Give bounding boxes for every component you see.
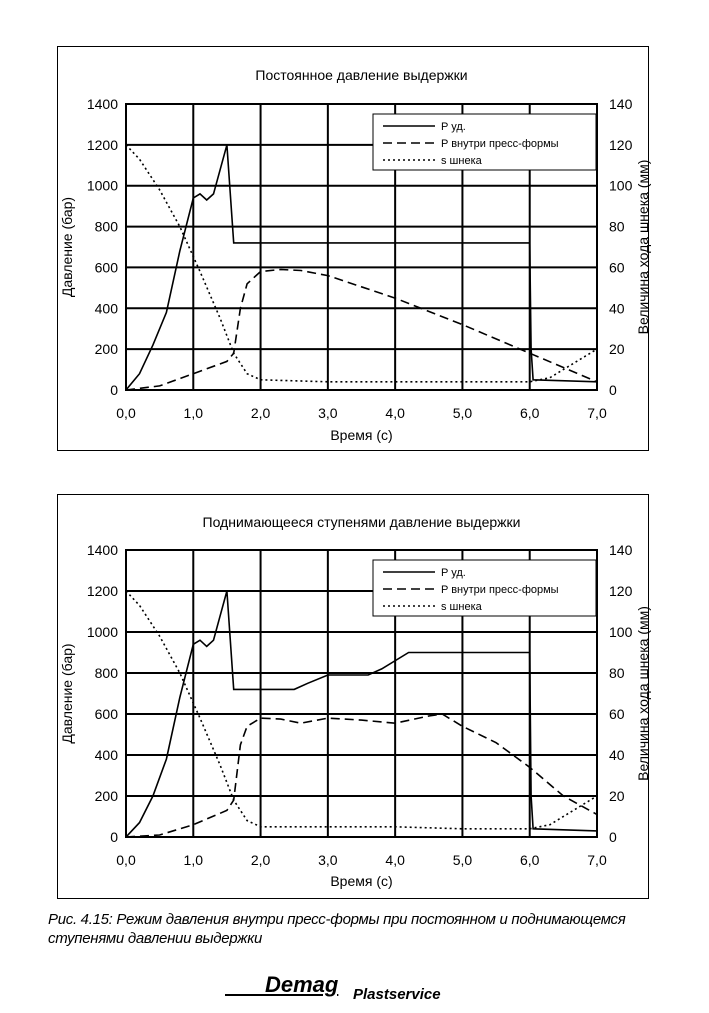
chart2-y-tick-label: 0 — [110, 829, 118, 845]
chart1-y-tick-label: 800 — [94, 218, 118, 235]
chart2-y-tick-label: 400 — [94, 747, 118, 763]
chart2-y2-tick-label: 100 — [609, 624, 633, 640]
chart1-series-line-3 — [126, 145, 597, 382]
chart1-x-tick-label: 5,0 — [452, 405, 473, 421]
chart2-x-tick-label: 7,0 — [587, 852, 607, 868]
chart1-legend-label-3: s шнека — [441, 155, 482, 167]
chart2-y2-tick-label: 80 — [609, 665, 625, 681]
chart2-y-axis-label: Давление (бар) — [59, 643, 75, 744]
chart2-y2-tick-label: 140 — [609, 542, 633, 558]
chart2-y-tick-label: 800 — [94, 665, 118, 681]
chart1-y-tick-label: 600 — [94, 259, 118, 276]
chart1-x-tick-label: 2,0 — [250, 405, 271, 421]
chart2-x-tick-label: 5,0 — [452, 852, 473, 868]
chart2-y-tick-label: 200 — [94, 788, 118, 804]
chart2-y2-tick-label: 0 — [609, 829, 617, 845]
chart1-legend-label-2: P внутри пресс-формы — [441, 138, 559, 150]
chart1-y2-tick-label: 20 — [609, 341, 625, 358]
chart2-y-tick-label: 600 — [94, 706, 118, 722]
chart1-series-line-2 — [126, 270, 597, 391]
chart2-x-tick-label: 3,0 — [318, 852, 338, 868]
chart2-legend-label-2: P внутри пресс-формы — [441, 584, 559, 596]
chart2-legend-label-1: P уд. — [441, 567, 466, 579]
chart1-y2-tick-label: 120 — [609, 136, 633, 153]
chart1-y-axis-label: Давление (бар) — [59, 196, 75, 298]
chart2-x-tick-label: 4,0 — [385, 852, 405, 868]
chart1-y2-tick-label: 140 — [609, 96, 633, 112]
chart1-y2-tick-label: 40 — [609, 300, 625, 317]
chart2-x-tick-label: 0,0 — [116, 852, 136, 868]
chart2-title: Поднимающееся ступенями давление выдержки — [202, 514, 521, 530]
chart2-y2-tick-label: 20 — [609, 788, 625, 804]
chart2-x-axis-label: Время (с) — [330, 873, 393, 889]
chart1-y2-axis-label: Величина хода шнека (мм) — [635, 159, 651, 335]
chart1-y2-tick-label: 60 — [609, 259, 625, 276]
figure-caption: Рис. 4.15: Режим давления внутри пресс-формы при постоянном и поднимающемся ступенями давлении выдержки — [48, 911, 626, 947]
chart1-y-tick-label: 1400 — [86, 96, 118, 112]
chart1-title: Постоянное давление выдержки — [255, 67, 468, 83]
chart2-x-tick-label: 6,0 — [519, 852, 540, 868]
chart2-y2-tick-label: 120 — [609, 583, 633, 599]
chart1-x-tick-label: 4,0 — [385, 405, 405, 421]
logo-sub: Plastservice — [353, 986, 441, 1003]
chart2-y-tick-label: 1000 — [86, 624, 118, 640]
chart1-y2-tick-label: 80 — [609, 218, 625, 235]
chart2-y2-tick-label: 60 — [609, 706, 625, 722]
chart1-y-tick-label: 200 — [94, 341, 118, 358]
chart1-y-tick-label: 400 — [94, 300, 118, 317]
chart1-y2-tick-label: 100 — [609, 177, 633, 194]
chart1-x-tick-label: 1,0 — [183, 405, 204, 421]
chart1-y-tick-label: 1000 — [86, 177, 118, 194]
chart1-x-axis-label: Время (с) — [330, 427, 393, 443]
chart1-x-tick-label: 6,0 — [519, 405, 540, 421]
chart2-y2-tick-label: 40 — [609, 747, 625, 763]
chart2-series-line-3 — [126, 591, 597, 829]
chart1-legend-label-1: P уд. — [441, 121, 466, 133]
chart2-y-tick-label: 1400 — [86, 542, 118, 558]
chart1-x-tick-label: 7,0 — [587, 405, 607, 421]
chart1-y-tick-label: 0 — [110, 382, 118, 398]
logo-brand: Demag — [265, 972, 339, 997]
chart2-y2-axis-label: Величина хода шнека (мм) — [635, 606, 651, 781]
logo-rule — [225, 994, 265, 996]
chart1-x-tick-label: 3,0 — [318, 405, 338, 421]
chart2-x-tick-label: 2,0 — [250, 852, 271, 868]
chart1-x-tick-label: 0,0 — [116, 405, 136, 421]
demag-logo — [225, 970, 505, 1010]
chart2-y-tick-label: 1200 — [86, 583, 118, 599]
chart2-series-line-2 — [126, 714, 597, 837]
chart2-x-tick-label: 1,0 — [183, 852, 204, 868]
chart1-y-tick-label: 1200 — [86, 136, 118, 153]
chart2-legend-label-3: s шнека — [441, 601, 482, 613]
chart1-y2-tick-label: 0 — [609, 382, 617, 398]
